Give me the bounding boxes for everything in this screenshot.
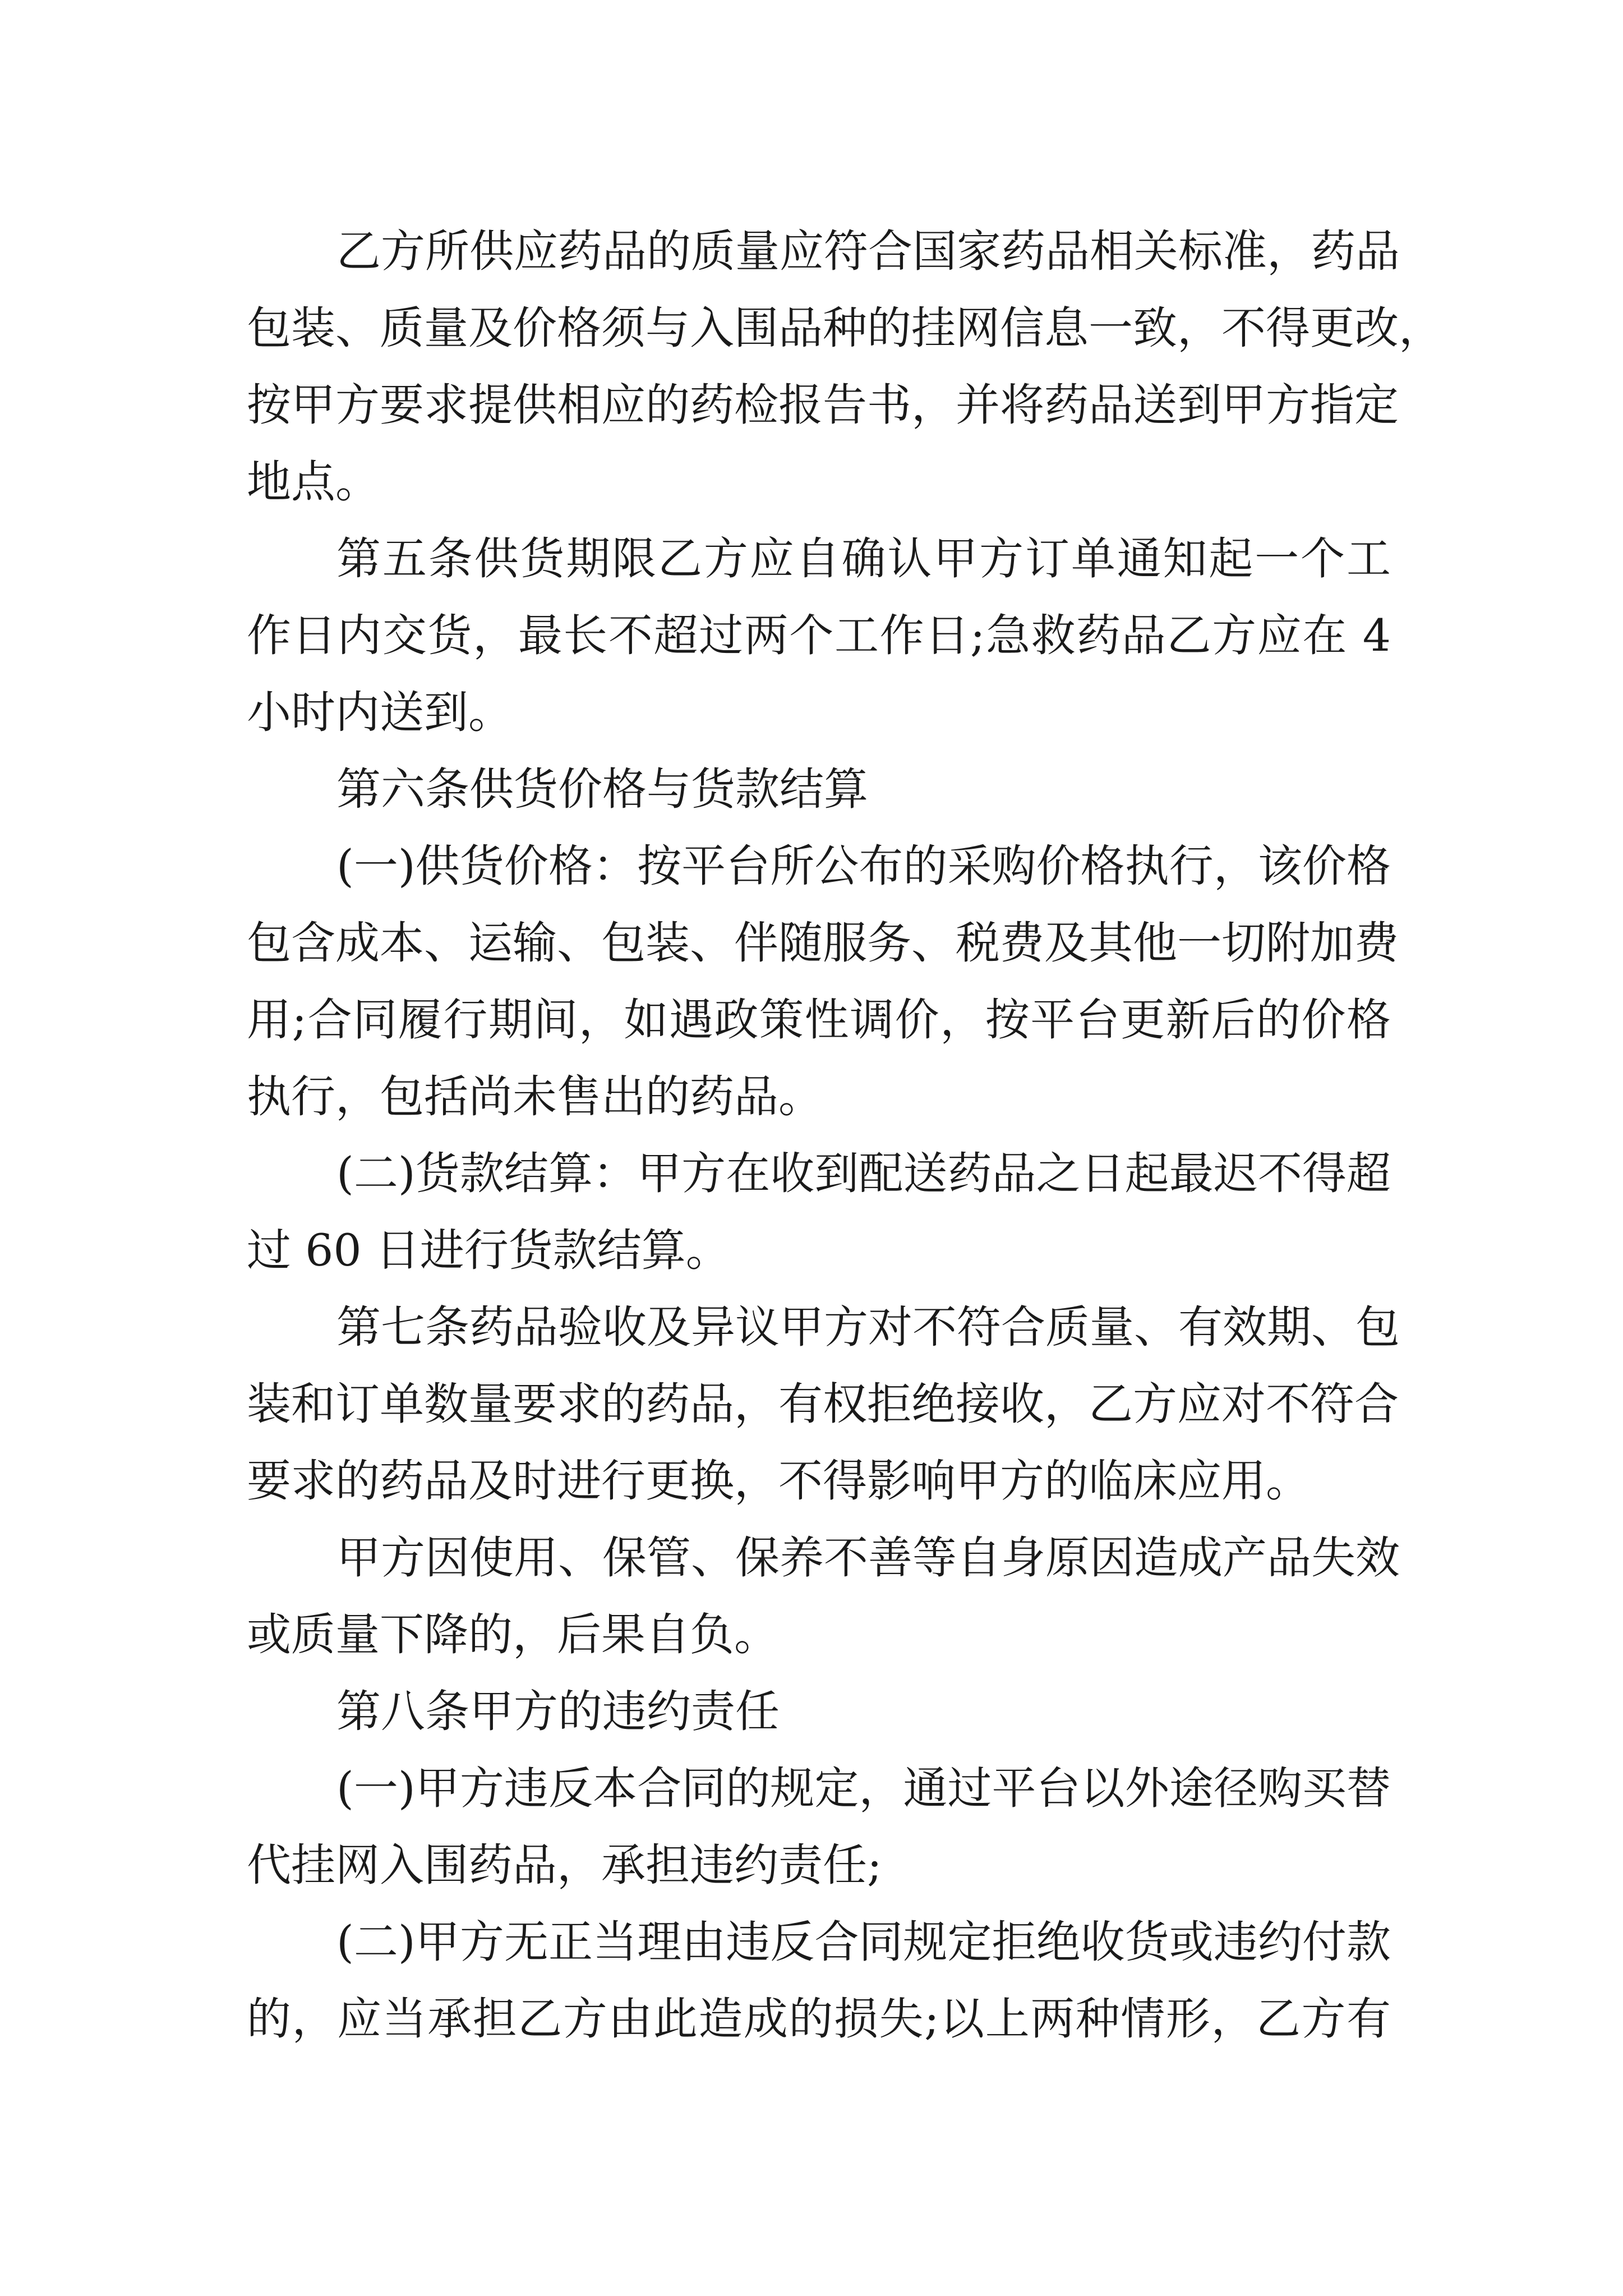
text-line: 甲方因使用、保管、保养不善等自身原因造成产品失效 <box>336 1532 1400 1584</box>
paragraph-article-8-heading <box>247 1673 1391 1750</box>
text-line: 包装、质量及价格须与入围品种的挂网信息一致，不得更改， <box>247 302 1443 354</box>
text-line: 执行，包括尚未售出的药品。 <box>247 1071 823 1122</box>
text-line: 按甲方要求提供相应的药检报告书，并将药品送到甲方指定 <box>247 379 1399 431</box>
text-line: 第七条药品验收及异议甲方对不符合质量、有效期、包 <box>336 1301 1400 1353</box>
text-line: 乙方所供应药品的质量应符合国家药品相关标准，药品 <box>336 226 1400 277</box>
paragraph-supply-price <box>247 828 1399 1135</box>
paragraph-quality <box>247 213 1443 521</box>
text-line: 小时内送到。 <box>247 687 513 738</box>
text-line: 过 60 日进行货款结算。 <box>247 1225 730 1276</box>
section-heading: 第八条甲方的违约责任 <box>336 1686 780 1737</box>
text-line: 包含成本、运输、包装、伴随服务、税费及其他一切附加费 <box>247 917 1399 969</box>
text-line: 或质量下降的，后果自负。 <box>247 1609 778 1660</box>
text-line: (二)货款结算：甲方在收到配送药品之日起最迟不得超 <box>336 1148 1391 1199</box>
paragraph-breach-1 <box>247 1750 1391 1904</box>
text-line: 作日内交货，最长不超过两个工作日;急救药品乙方应在 4 <box>247 610 1391 661</box>
paragraph-article-6-heading <box>247 751 1391 828</box>
text-line: 第五条供货期限乙方应自确认甲方订单通知起一个工 <box>336 533 1391 585</box>
text-line: 的，应当承担乙方由此造成的损失;以上两种情形，乙方有 <box>247 1993 1391 2045</box>
text-line: 用;合同履行期间，如遇政策性调价，按平台更新后的价格 <box>247 994 1391 1046</box>
text-line: 装和订单数量要求的药品，有权拒绝接收，乙方应对不符合 <box>247 1378 1399 1430</box>
paragraph-article-7 <box>247 1289 1400 1520</box>
paragraph-article-5 <box>247 521 1391 751</box>
text-line: 要求的药品及时进行更换，不得影响甲方的临床应用。 <box>247 1455 1310 1507</box>
text-line: (一)甲方违反本合同的规定，通过平台以外途径购买替 <box>336 1763 1391 1814</box>
text-line: (二)甲方无正当理由违反合同规定拒绝收货或违约付款 <box>336 1916 1391 1968</box>
paragraph-breach-2 <box>247 1904 1391 2058</box>
text-line: 地点。 <box>247 456 380 508</box>
text-line: (一)供货价格：按平台所公布的采购价格执行，该价格 <box>336 840 1391 892</box>
document-body <box>247 213 1443 2058</box>
text-line: 代挂网入围药品，承担违约责任; <box>247 1839 882 1891</box>
section-heading: 第六条供货价格与货款结算 <box>336 763 868 815</box>
paragraph-payment <box>247 1135 1391 1289</box>
paragraph-self-cause <box>247 1520 1400 1673</box>
